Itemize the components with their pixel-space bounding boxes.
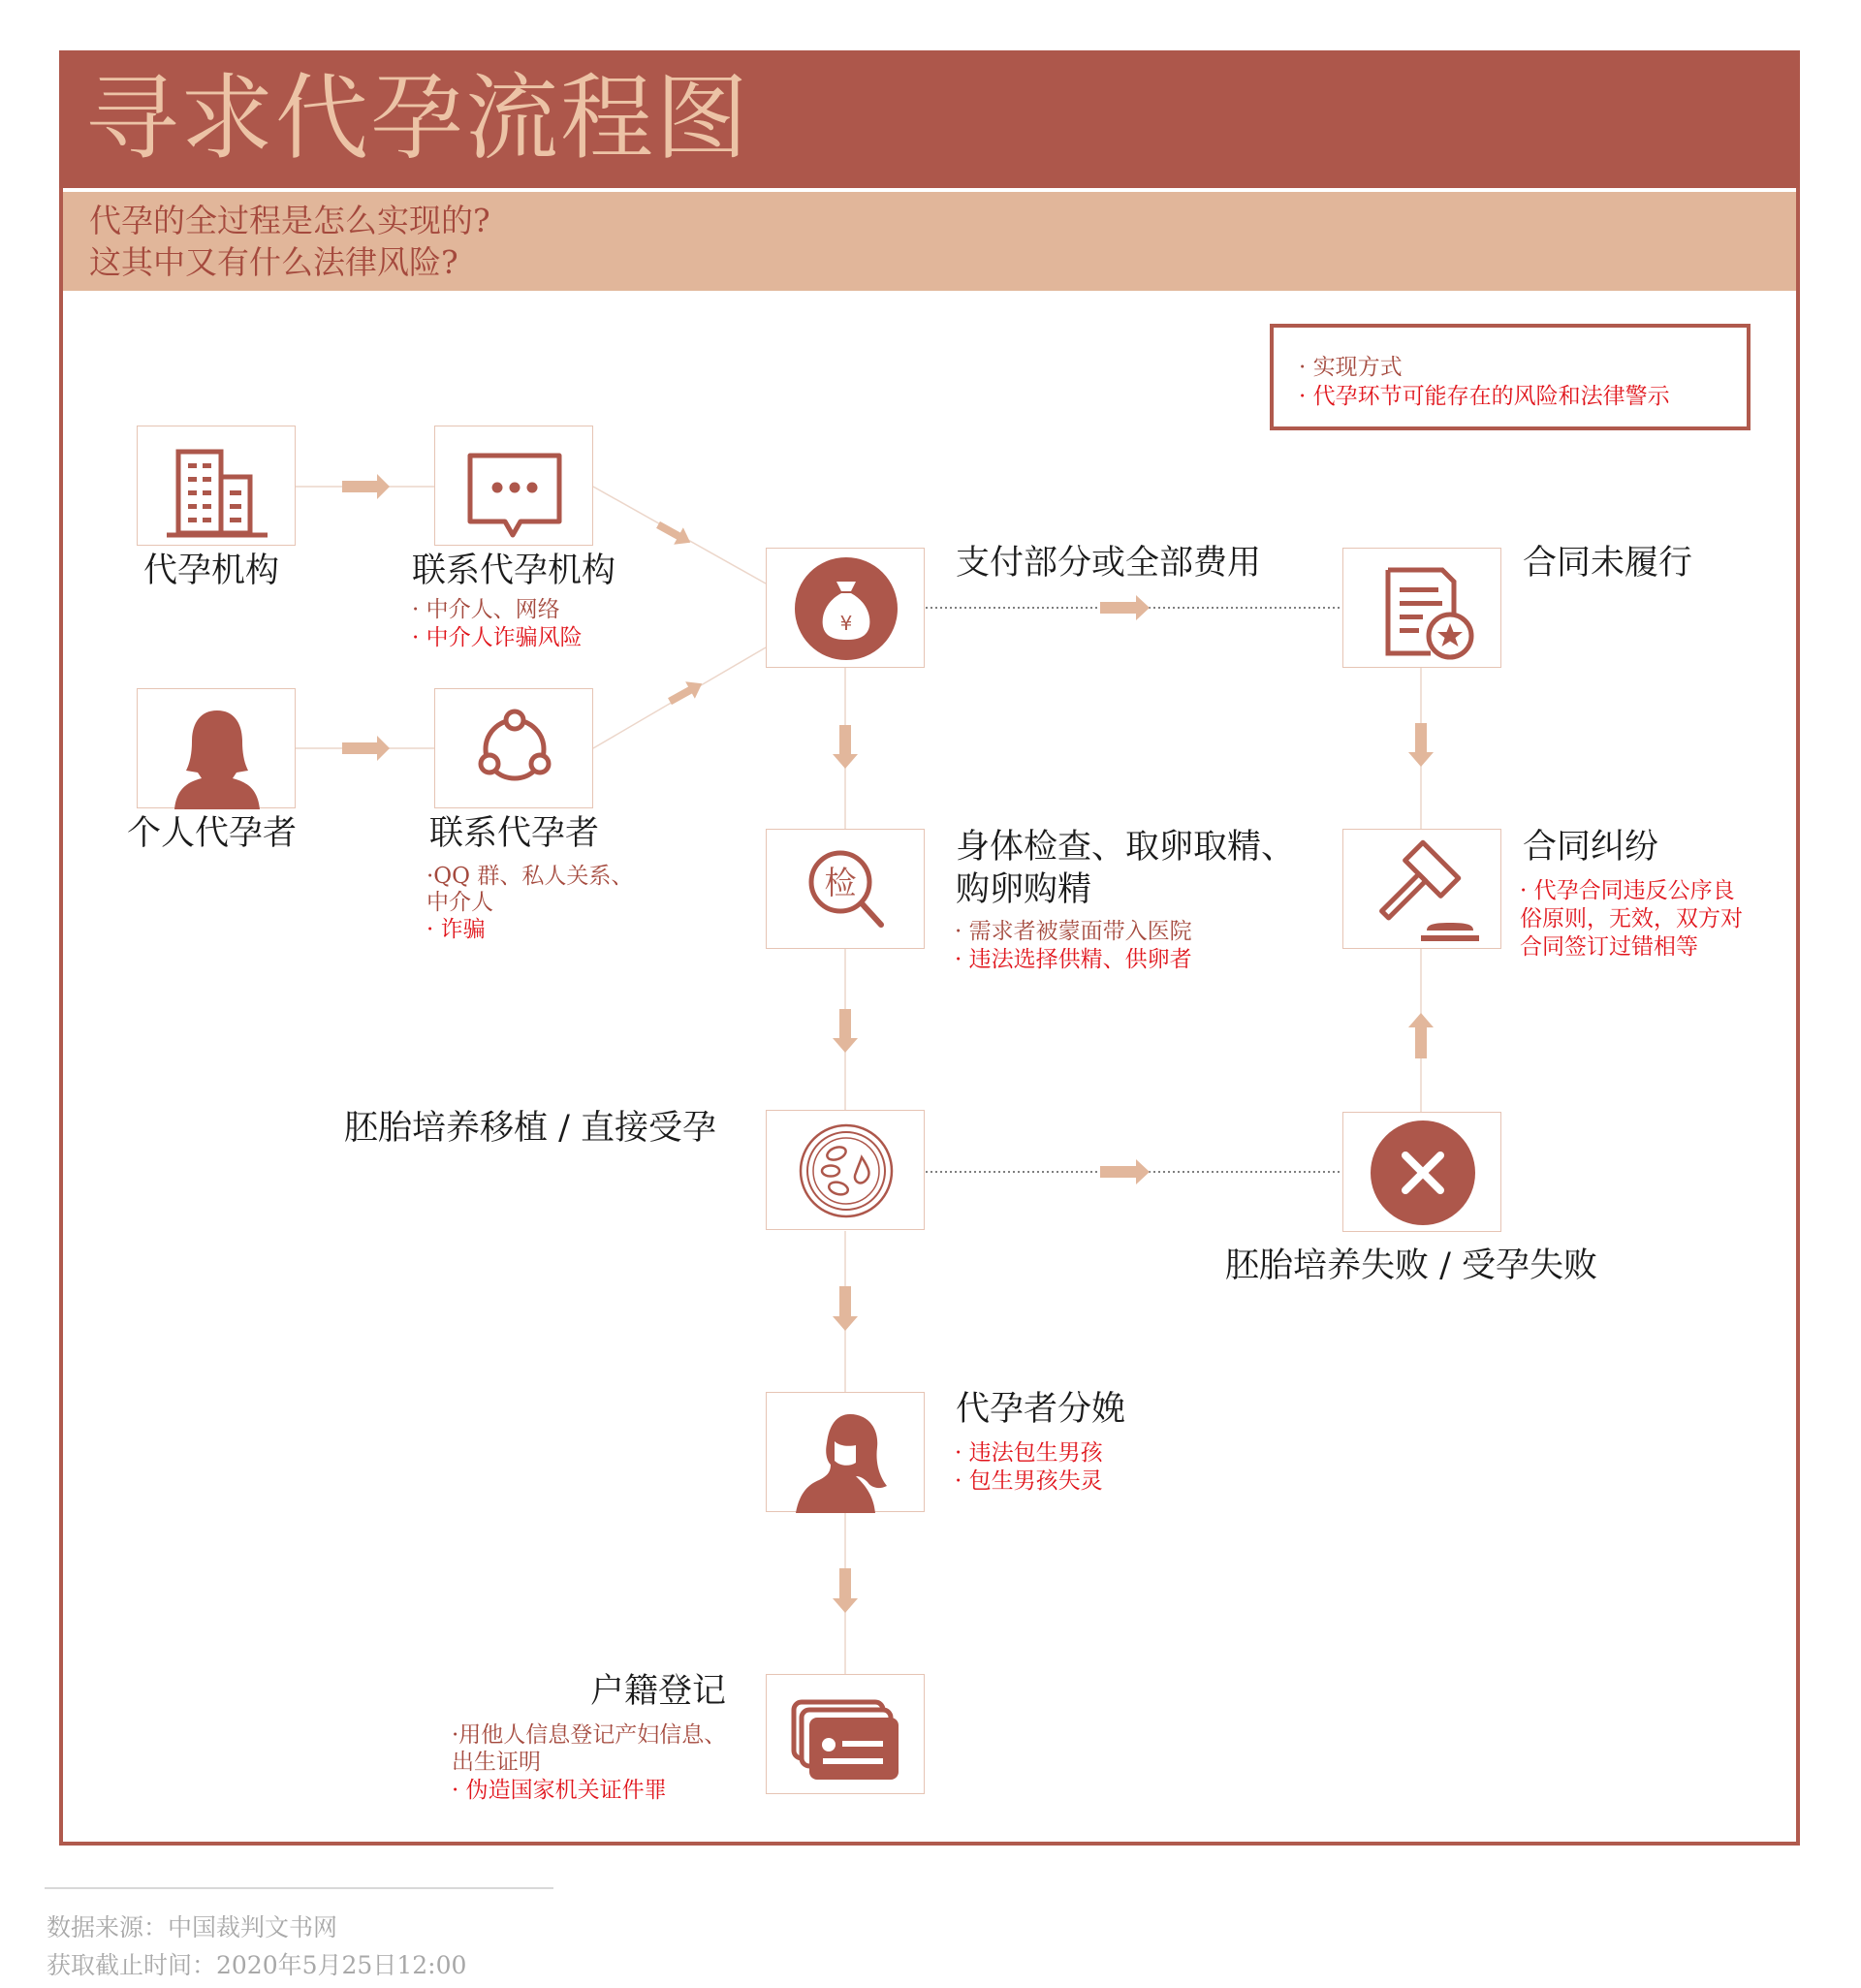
id-cards-icon [767,1675,926,1795]
note-registration-method-2: 出生证明 [452,1750,541,1775]
arrow-payment-unfulfilled [1100,595,1150,620]
label-contact-agency: 联系代孕机构 [412,552,616,590]
node-contact-agency [434,426,593,546]
label-culture-failure: 胚胎培养失败 / 受孕失败 [1225,1246,1598,1285]
note-registration-risk: · 伪造国家机关证件罪 [452,1778,667,1803]
building-icon [138,426,297,547]
note-delivery-risk-1: · 违法包生男孩 [955,1440,1103,1466]
arrow-contact-individual-payment [665,675,707,710]
note-contract-dispute-risk-1: · 代孕合同违反公序良 [1520,878,1735,903]
arrow-exam-culture [833,1009,858,1053]
footer-divider [45,1887,553,1889]
label-payment: 支付部分或全部费用 [956,544,1262,583]
arrow-delivery-registration [833,1568,858,1613]
footer-source: 数据来源：中国裁判文书网 [47,1913,338,1941]
node-contract-unfulfilled [1342,548,1501,668]
node-household-registration [766,1674,925,1794]
note-contact-individual-method-1: ·QQ 群、私人关系、 [426,864,634,889]
label-embryo-culture: 胚胎培养移植 / 直接受孕 [344,1109,717,1148]
note-medical-exam-risk: · 违法选择供精、供卵者 [955,947,1192,972]
node-culture-failure [1342,1112,1501,1232]
label-agency: 代孕机构 [143,552,280,590]
node-agency [137,426,296,546]
currency-symbol: ¥ [839,612,853,635]
network-share-icon [435,689,594,809]
note-medical-exam-method: · 需求者被蒙面带入医院 [955,919,1192,944]
node-medical-exam [766,829,925,949]
petri-dish-icon [767,1111,926,1231]
gavel-icon [1343,830,1502,950]
note-registration-method-1: ·用他人信息登记产妇信息、 [452,1722,727,1748]
note-contact-individual-risk: · 诈骗 [426,917,486,942]
label-medical-exam-2: 购卵购精 [956,870,1092,909]
note-contract-dispute-risk-3: 合同签订过错相等 [1520,934,1698,960]
arrow-culture-failure [1100,1159,1150,1184]
note-contact-individual-method-2: 中介人 [426,890,493,915]
legend-method: · 实现方式 [1299,355,1403,380]
node-individual [137,688,296,808]
footer-cutoff: 获取截止时间：2020年5月25日12:00 [47,1951,467,1979]
legend-risk: · 代孕环节可能存在的风险和法律警示 [1299,384,1670,409]
label-individual: 个人代孕者 [127,814,298,853]
label-household-registration: 户籍登记 [590,1672,727,1711]
woman-silhouette-icon [138,689,297,809]
node-delivery [766,1392,925,1512]
arrow-culture-delivery [833,1286,858,1331]
label-delivery: 代孕者分娩 [956,1390,1126,1429]
node-payment [766,548,925,668]
node-contract-dispute [1342,829,1501,949]
label-medical-exam-1: 身体检查、取卵取精、 [956,828,1296,867]
note-delivery-risk-2: · 包生男孩失灵 [955,1468,1103,1494]
chat-bubble-icon [435,426,594,547]
x-circle-icon [1343,1113,1502,1233]
arrow-failure-dispute [1408,1013,1434,1058]
arrow-contact-agency-payment [653,517,695,552]
label-contract-unfulfilled: 合同未履行 [1523,544,1693,583]
label-contact-individual: 联系代孕者 [429,814,600,853]
label-contract-dispute: 合同纠纷 [1523,828,1659,867]
magnify-check-icon [767,830,926,950]
contract-document-icon [1343,549,1502,669]
subtitle-line-2: 这其中又有什么法律风险? [89,243,458,281]
arrow-unfulfilled-dispute [1408,723,1434,767]
exam-character: 检 [824,864,857,901]
note-contact-agency-method: · 中介人、网络 [412,597,560,622]
node-contact-individual [434,688,593,808]
arrow-individual-contact [342,736,390,761]
note-contact-agency-risk: · 中介人诈骗风险 [412,625,583,650]
note-contract-dispute-risk-2: 俗原则，无效，双方对 [1520,906,1743,931]
arrow-payment-exam [833,725,858,769]
node-embryo-culture [766,1110,925,1230]
arrow-agency-contact [342,474,390,499]
page-title: 寻求代孕流程图 [85,64,750,173]
subtitle-line-1: 代孕的全过程是怎么实现的? [89,202,490,239]
money-bag-icon [767,549,926,669]
pregnant-woman-icon [767,1393,926,1513]
